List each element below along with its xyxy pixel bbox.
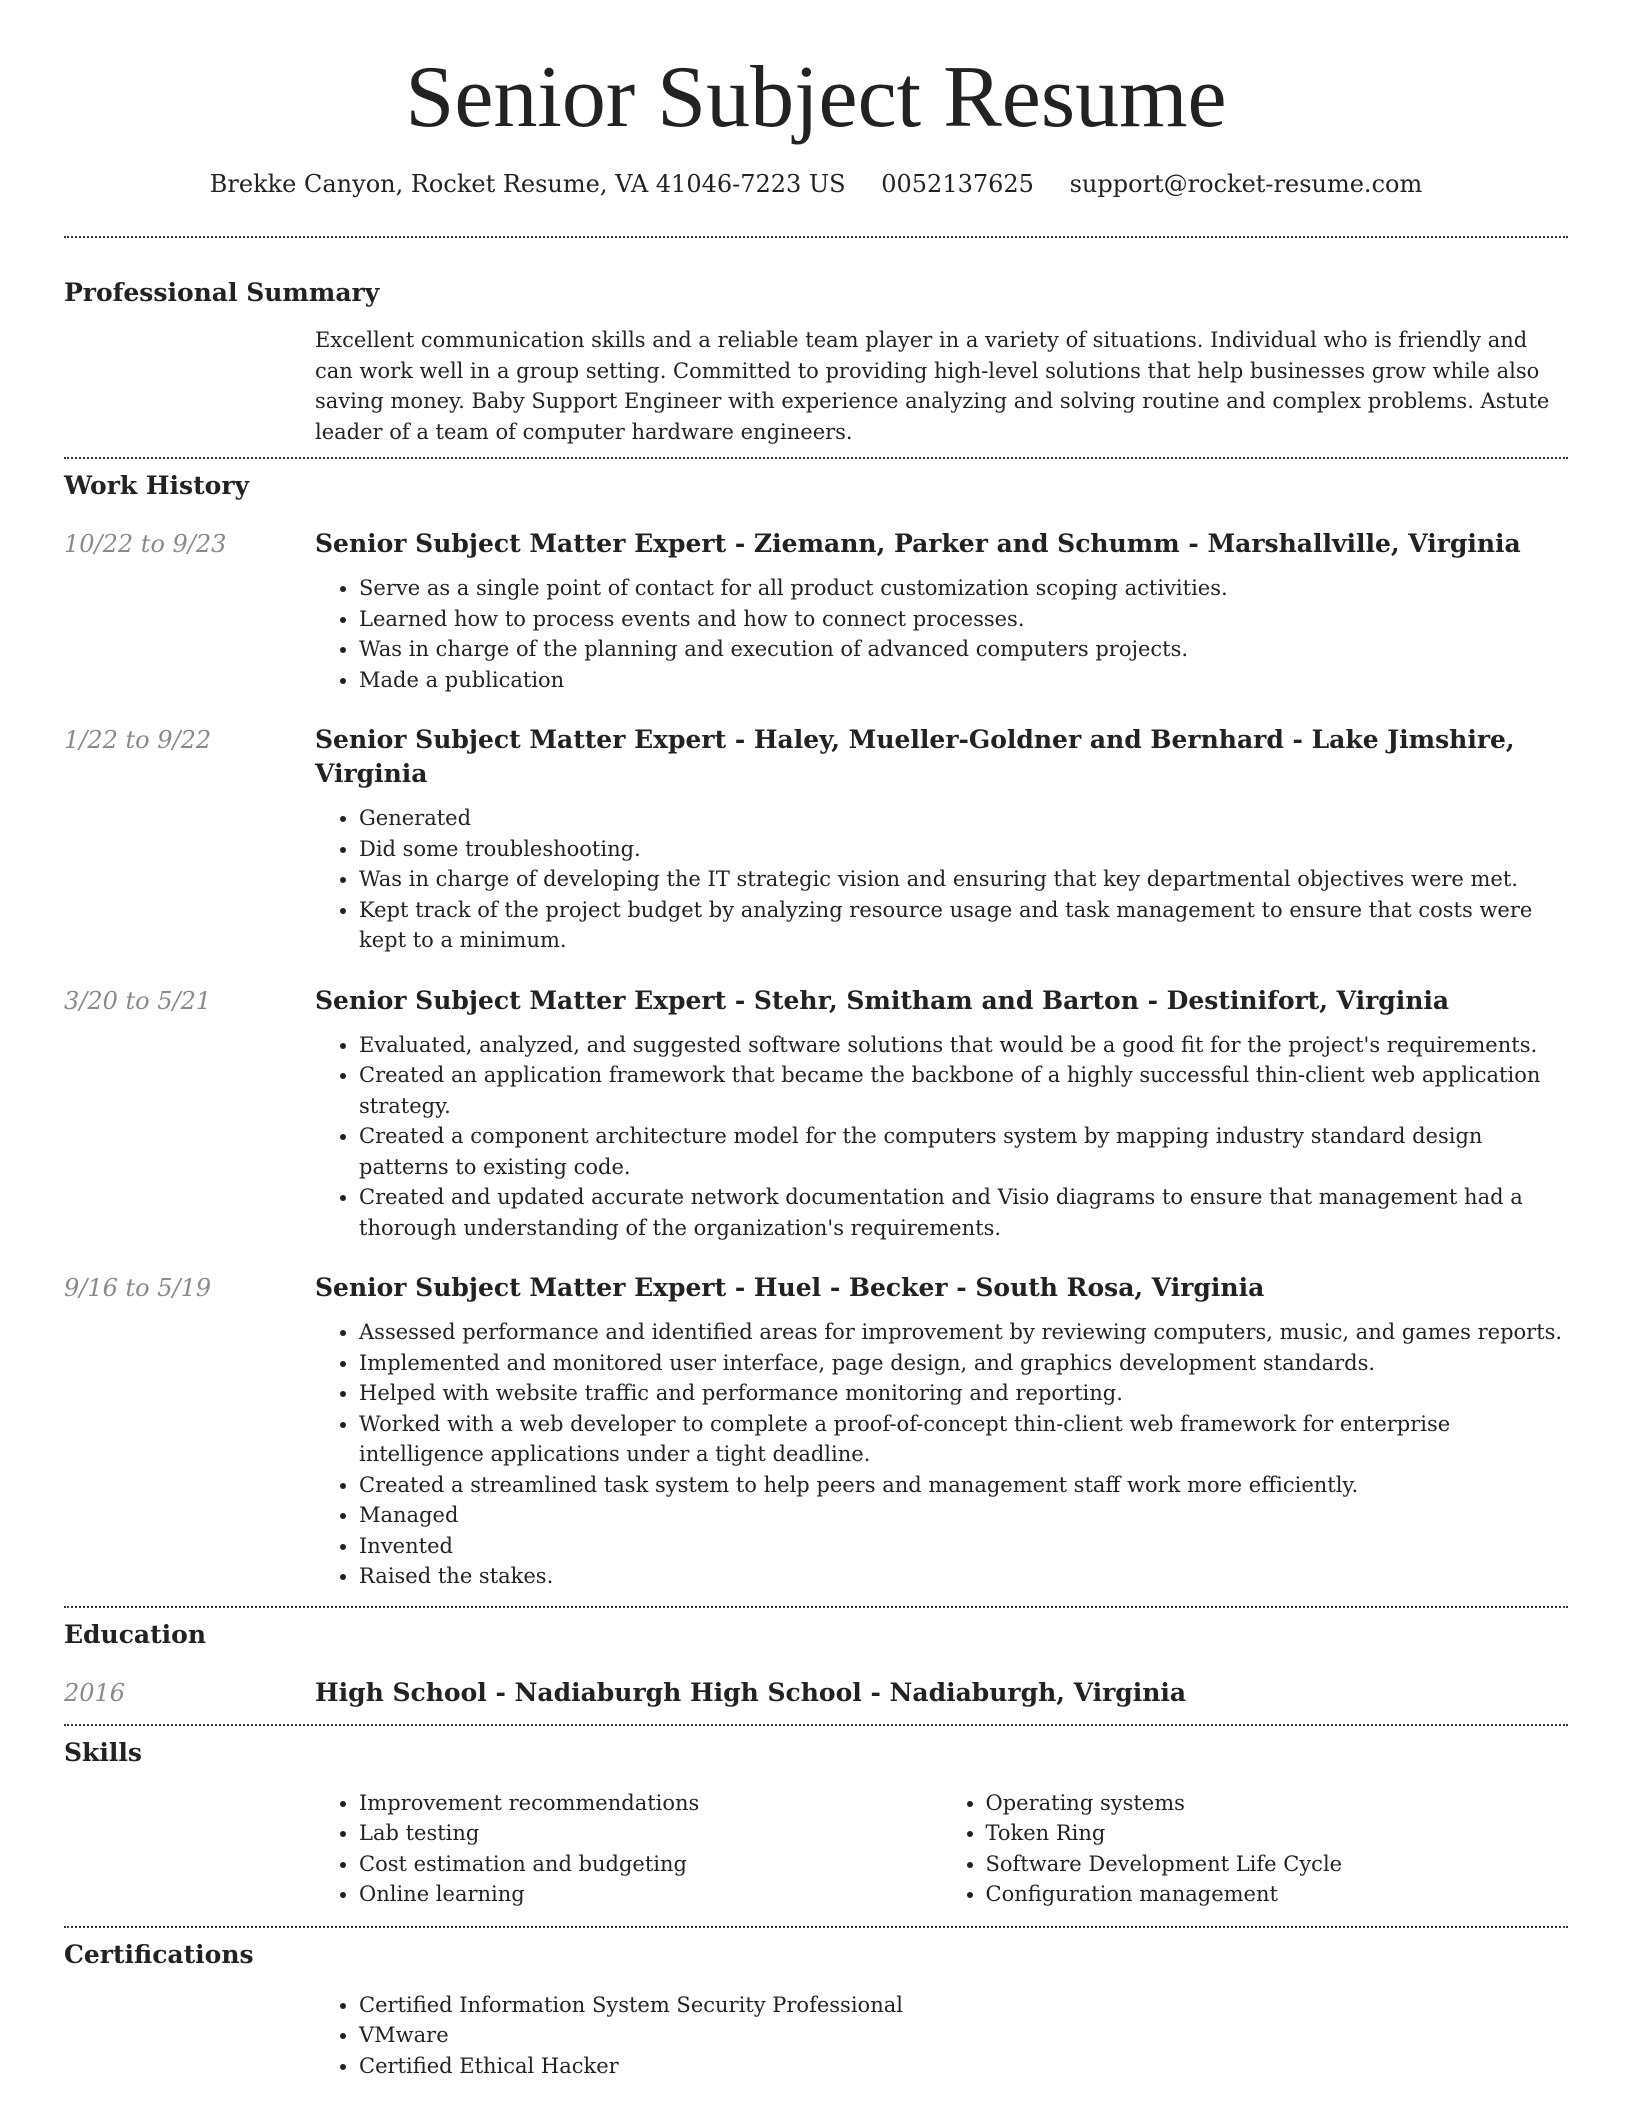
resume-title: Senior Subject Resume (405, 49, 1227, 146)
certifications-list (315, 1990, 1568, 2082)
job-bullet: • Did some troubleshooting. (359, 834, 1568, 865)
job-bullet: • Learned how to process events and how to connect processes. (359, 604, 1568, 635)
skill-item: • Lab testing (359, 1818, 942, 1849)
certifications-section (64, 1938, 1568, 2082)
job-bullet: • Implemented and monitored user interface, page design, and graphics development standards. (359, 1348, 1568, 1379)
education-detail: High School - Nadiaburgh High School - Nadiaburgh, Virginia (315, 1677, 1187, 1707)
job-bullets (315, 573, 1568, 695)
certifications-heading: Certifications (64, 1939, 254, 1969)
job-bullet: • Generated (359, 803, 1568, 834)
job-bullets (315, 803, 1568, 956)
job-bullet: • Created a streamlined task system to help peers and management staff work more efficiently. (359, 1470, 1568, 1501)
education-section (64, 1618, 1568, 1710)
job-bullet: • Was in charge of developing the IT strategic vision and ensuring that key departmental objectives were met. (359, 864, 1568, 895)
divider (64, 457, 1568, 459)
divider (64, 236, 1568, 238)
job-heading: Senior Subject Matter Expert - Haley, Mueller-Goldner and Bernhard - Lake Jimshire, Virginia (315, 725, 1515, 788)
job-bullet: • Raised the stakes. (359, 1561, 1568, 1592)
job-heading: Senior Subject Matter Expert - Huel - Becker - South Rosa, Virginia (315, 1273, 1265, 1302)
contact-line (64, 170, 1568, 198)
skills-heading: Skills (64, 1737, 142, 1767)
skills-list-left (315, 1788, 942, 1910)
summary-heading: Professional Summary (64, 278, 380, 307)
job-entry (64, 1271, 1568, 1592)
job-dates: 9/16 to 5/19 (64, 1274, 212, 1302)
education-heading: Education (64, 1619, 207, 1649)
certification-item: • Certified Information System Security Professional (359, 1990, 1568, 2021)
skill-item: • Online learning (359, 1879, 942, 1910)
contact-address: Brekke Canyon, Rocket Resume, VA 41046-7223 US (209, 170, 846, 198)
job-bullet: • Evaluated, analyzed, and suggested software solutions that would be a good fit for the project's requirements. (359, 1030, 1568, 1061)
skills-list-right (942, 1788, 1569, 1910)
contact-email: support@rocket-resume.com (1069, 170, 1423, 198)
certification-item: • VMware (359, 2020, 1568, 2051)
skill-item: • Software Development Life Cycle (986, 1849, 1569, 1880)
job-dates: 3/20 to 5/21 (64, 986, 212, 1015)
job-bullet: • Created a component architecture model for the computers system by mapping industry standard design patterns to existing code. (359, 1121, 1568, 1182)
job-dates: 10/22 to 9/23 (64, 530, 227, 558)
job-heading: Senior Subject Matter Expert - Stehr, Smitham and Barton - Destinifort, Virginia (315, 985, 1450, 1015)
job-bullet: • Made a publication (359, 665, 1568, 696)
skill-item: • Operating systems (986, 1788, 1569, 1819)
divider (64, 1926, 1568, 1928)
education-year: 2016 (64, 1678, 126, 1707)
job-entry (64, 984, 1568, 1244)
contact-phone: 0052137625 (881, 170, 1034, 198)
job-bullet: • Worked with a web developer to complete a proof-of-concept thin-client web framework for enterprise intelligence applications under a tight deadline. (359, 1409, 1568, 1470)
job-bullet: • Invented (359, 1531, 1568, 1562)
job-bullet: • Was in charge of the planning and execution of advanced computers projects. (359, 634, 1568, 665)
skill-item: • Configuration management (986, 1879, 1569, 1910)
job-bullet: • Assessed performance and identified areas for improvement by reviewing computers, music, and games reports. (359, 1317, 1568, 1348)
divider (64, 1724, 1568, 1726)
summary-text: Excellent communication skills and a reliable team player in a variety of situations. Individual who is friendly and can work well in a group setting. Committed to providing high-level solutions that help businesses grow while also saving money. Baby Support Engineer with experience analyzing and solving routine and complex problems. Astute leader of a team of computer hardware engineers. (315, 328, 1550, 444)
skills-section (64, 1736, 1568, 1910)
job-entry (64, 527, 1568, 695)
work-history-section (64, 469, 1568, 1592)
divider (64, 1606, 1568, 1608)
job-dates: 1/22 to 9/22 (64, 726, 212, 754)
job-bullet: • Managed (359, 1500, 1568, 1531)
job-bullet: • Helped with website traffic and performance monitoring and reporting. (359, 1378, 1568, 1409)
job-bullet: • Created and updated accurate network documentation and Visio diagrams to ensure that management had a thorough understanding of the organization's requirements. (359, 1182, 1568, 1243)
skill-item: • Improvement recommendations (359, 1788, 942, 1819)
summary-section (64, 276, 1568, 447)
work-history-heading: Work History (64, 471, 250, 500)
skill-item: • Cost estimation and budgeting (359, 1849, 942, 1880)
job-heading: Senior Subject Matter Expert - Ziemann, Parker and Schumm - Marshallville, Virginia (315, 529, 1521, 558)
job-bullet: • Serve as a single point of contact for all product customization scoping activities. (359, 573, 1568, 604)
certification-item: • Certified Ethical Hacker (359, 2051, 1568, 2082)
skill-item: • Token Ring (986, 1818, 1569, 1849)
job-entry (64, 723, 1568, 956)
education-entry (64, 1676, 1568, 1710)
resume-page (64, 0, 1568, 2081)
job-bullets (315, 1030, 1568, 1244)
job-bullets (315, 1317, 1568, 1592)
job-bullet: • Kept track of the project budget by analyzing resource usage and task management to ensure that costs were kept to a minimum. (359, 895, 1568, 956)
job-bullet: • Created an application framework that became the backbone of a highly successful thin-client web application strategy. (359, 1060, 1568, 1121)
